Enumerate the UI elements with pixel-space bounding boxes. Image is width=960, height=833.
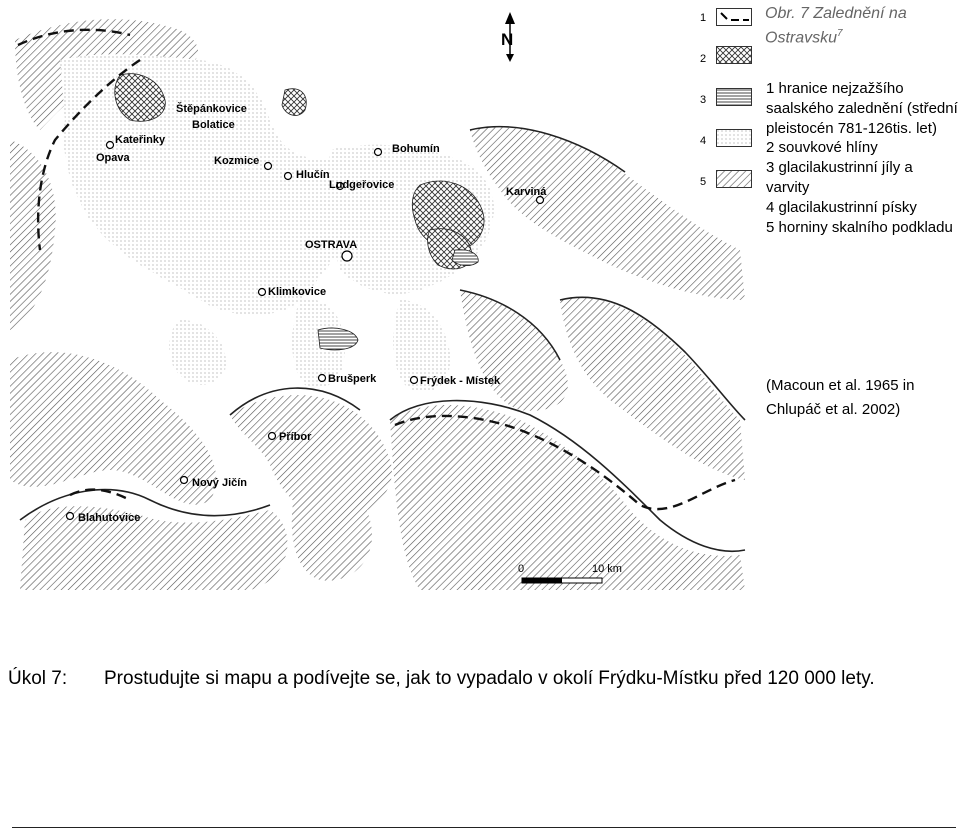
place-label: Blahutovice — [78, 512, 141, 524]
bottom-rule — [12, 827, 956, 828]
place-label: Kateřinky — [115, 134, 166, 146]
legend-number: 2 — [700, 53, 707, 65]
scale-start: 0 — [518, 563, 525, 575]
legend-symbol-clay — [716, 88, 752, 106]
place-label: Kozmice — [214, 155, 260, 167]
north-label: N — [501, 30, 514, 49]
place-label: Štěpánkovice — [176, 103, 247, 115]
legend-item: 3 glacilakustrinní jíly a varvity — [766, 159, 913, 196]
legend-item: 5 horniny skalního podkladu — [766, 218, 953, 236]
place-label: OSTRAVA — [305, 239, 358, 251]
caption-text: Obr. 7 Zalednění na Ostravsku — [765, 5, 907, 47]
legend-number: 5 — [700, 176, 707, 188]
place-label: Karviná — [506, 186, 547, 198]
place-label: Opava — [96, 152, 130, 164]
place-label: Klimkovice — [268, 286, 327, 298]
source-citation: (Macoun et al. 1965 in Chlupáč et al. 2002) — [766, 377, 915, 418]
footnote-mark: 7 — [837, 28, 843, 39]
legend-symbol-bedrock — [716, 170, 752, 188]
place-label: Příbor — [279, 431, 312, 443]
legend-symbol-glacier-limit — [716, 8, 752, 26]
legend-item: 1 hranice nejzažšího saalského zalednění (střední pleistocén 781-126tis. let) — [766, 80, 958, 137]
place-label: Hlučín — [296, 169, 330, 181]
place-label: Bohumín — [392, 143, 440, 155]
legend-item: 4 glacilakustrinní písky — [766, 198, 917, 216]
place-label: Ludgeřovice — [329, 179, 395, 191]
figure-caption — [765, 4, 960, 48]
legend-list — [766, 79, 960, 237]
legend-symbol-sand — [716, 129, 752, 147]
task-text: Prostudujte si mapu a podívejte se, jak to vypadalo v okolí Frýdku-Místku před 120 000 lety. — [104, 668, 875, 689]
legend-number: 1 — [700, 12, 707, 24]
place-label: Bolatice — [192, 119, 235, 131]
task-label: Úkol 7: — [8, 668, 68, 689]
task-paragraph — [8, 666, 958, 691]
place-label: Nový Jičín — [192, 477, 248, 489]
legend-number: 4 — [700, 135, 707, 147]
legend-symbol-till — [716, 46, 752, 64]
legend-number: 3 — [700, 94, 707, 106]
legend-item: 2 souvkové hlíny — [766, 139, 878, 157]
scale-end: 10 km — [592, 563, 622, 575]
place-label: Frýdek - Místek — [420, 375, 501, 387]
place-label: Brušperk — [328, 373, 377, 385]
north-arrow-icon — [501, 12, 515, 62]
